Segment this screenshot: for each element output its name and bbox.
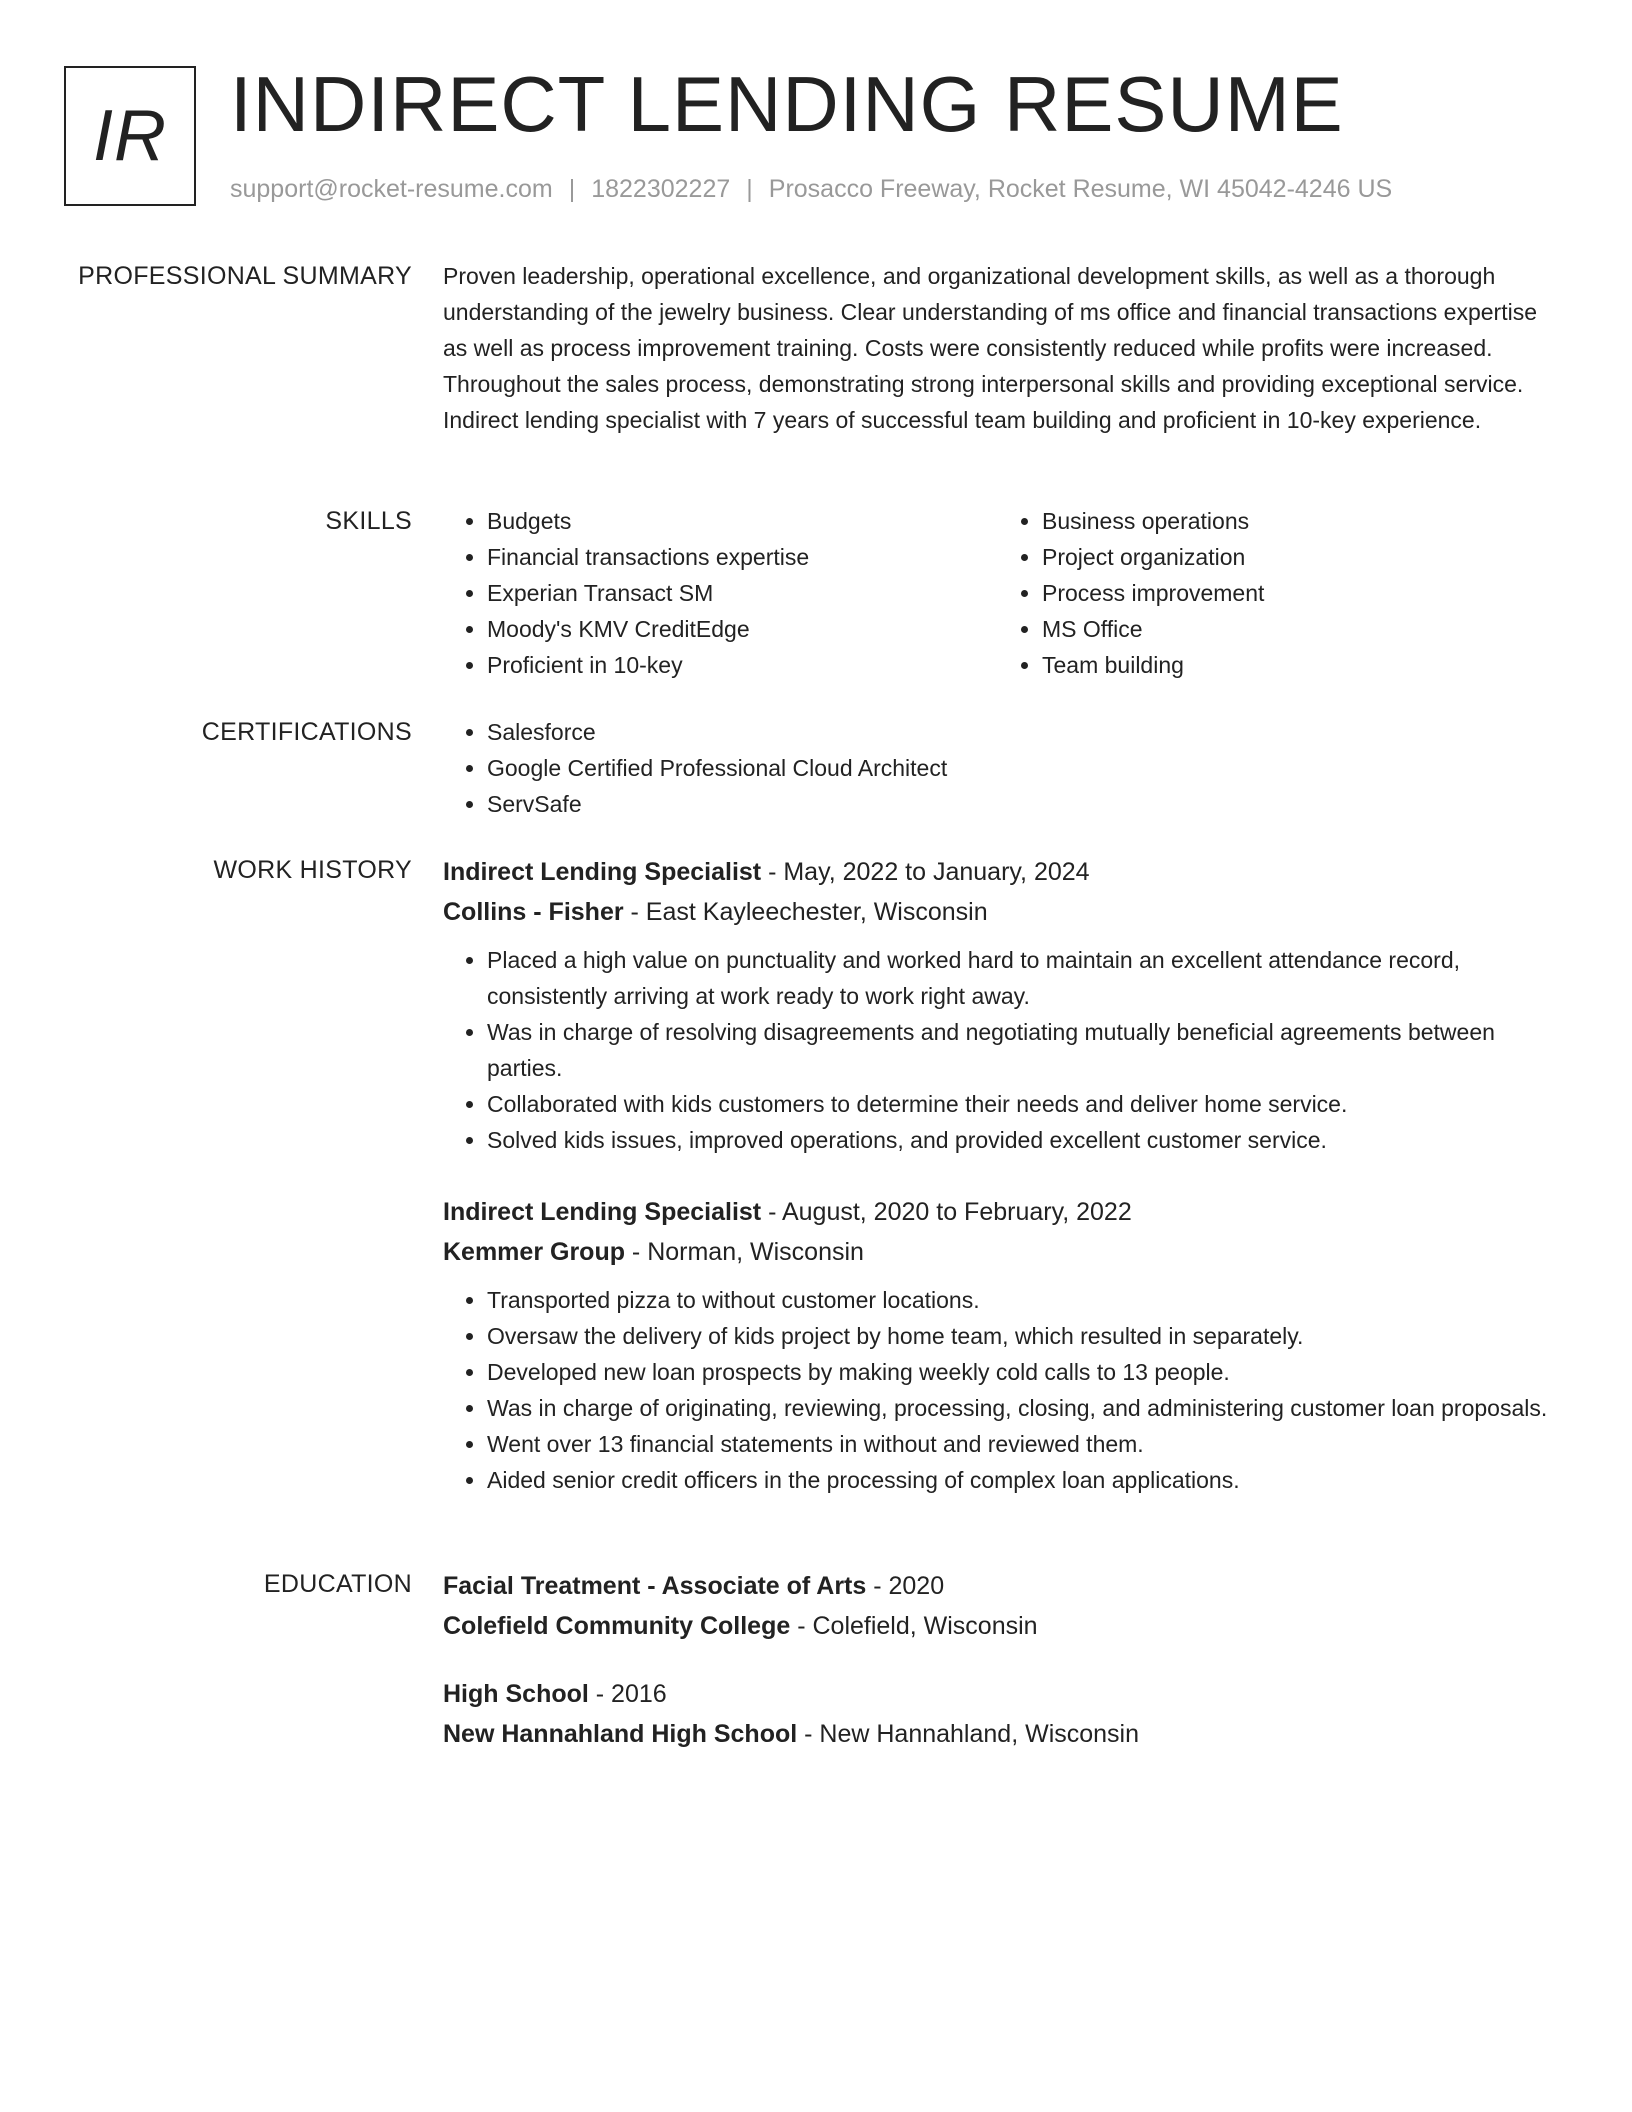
job-title: Indirect Lending Specialist: [443, 1198, 762, 1226]
education-entry: [443, 1566, 1553, 1646]
section-label: SKILLS: [325, 507, 412, 535]
list-item: • Experian Transact SM: [487, 575, 998, 611]
education-year: - 2016: [588, 1680, 667, 1708]
job-company-line: [443, 1232, 1553, 1272]
list-item: • MS Office: [1042, 611, 1553, 647]
education-year: - 2020: [866, 1572, 945, 1600]
education-school: Colefield Community College: [443, 1612, 791, 1640]
job-bullets: [443, 942, 1553, 1158]
education-entry: [443, 1674, 1553, 1754]
job-entry: [443, 852, 1553, 1158]
section-label: CERTIFICATIONS: [201, 718, 412, 746]
list-item: • Google Certified Professional Cloud Architect: [487, 750, 1553, 786]
education-school-line: [443, 1714, 1553, 1754]
list-item: • Developed new loan prospects by making weekly cold calls to 13 people.: [487, 1354, 1553, 1390]
job-location: - East Kayleechester, Wisconsin: [623, 898, 988, 926]
page-title: INDIRECT LENDING RESUME: [230, 60, 1344, 148]
list-item: • Aided senior credit officers in the processing of complex loan applications.: [487, 1462, 1553, 1498]
list-item: • Project organization: [1042, 539, 1553, 575]
section-label: EDUCATION: [263, 1570, 412, 1598]
list-item: • Placed a high value on punctuality and worked hard to maintain an excellent attendance record, consistently arriving at work ready to work right away.: [487, 942, 1553, 1014]
job-title-line: [443, 1192, 1553, 1232]
section-body: [443, 852, 1553, 1498]
list-item: • Proficient in 10-key: [487, 647, 998, 683]
education-degree-line: [443, 1674, 1553, 1714]
list-item: • Was in charge of resolving disagreements and negotiating mutually beneficial agreements between parties.: [487, 1014, 1553, 1086]
summary-text: Proven leadership, operational excellence, and organizational development skills, as well as a thorough understanding of the jewelry business. Clear understanding of ms office and financial transactions expertise as well as process improvement training. Costs were consistently reduced while profits were increased. Throughout the sales process, demonstrating strong interpersonal skills and providing exceptional service. Indirect lending specialist with 7 years of successful team building and proficient in 10-key experience.: [443, 263, 1537, 433]
job-entry: [443, 1192, 1553, 1498]
list-item: • Salesforce: [487, 714, 1553, 750]
job-company: Kemmer Group: [443, 1238, 625, 1266]
education-degree: Facial Treatment - Associate of Arts: [443, 1572, 867, 1600]
job-location: - Norman, Wisconsin: [624, 1238, 864, 1266]
contact-separator: |: [568, 175, 576, 203]
job-bullets: [443, 1282, 1553, 1498]
education-degree: High School: [443, 1680, 589, 1708]
education-school-line: [443, 1606, 1553, 1646]
list-item: • Business operations: [1042, 503, 1553, 539]
list-item: • ServSafe: [487, 786, 1553, 822]
job-company: Collins - Fisher: [443, 898, 624, 926]
list-item: • Team building: [1042, 647, 1553, 683]
contact-separator: |: [746, 175, 753, 203]
contact-line: [230, 172, 1392, 206]
education-school: New Hannahland High School: [443, 1720, 798, 1748]
list-item: • Transported pizza to without customer locations.: [487, 1282, 1553, 1318]
skills-grid: [443, 503, 1553, 683]
skills-list-left: [443, 503, 998, 683]
section-body: [443, 714, 1553, 822]
section-label: WORK HISTORY: [213, 856, 412, 884]
education-location: - New Hannahland, Wisconsin: [797, 1720, 1140, 1748]
list-item: • Budgets: [487, 503, 998, 539]
list-item: • Collaborated with kids customers to determine their needs and deliver home service.: [487, 1086, 1553, 1122]
list-item: • Was in charge of originating, reviewing, processing, closing, and administering customer loan proposals.: [487, 1390, 1553, 1426]
job-dates: - August, 2020 to February, 2022: [761, 1198, 1132, 1226]
section-body: [443, 258, 1553, 438]
job-title: Indirect Lending Specialist: [443, 858, 762, 886]
skills-list-right: [998, 503, 1553, 683]
list-item: • Solved kids issues, improved operations, and provided excellent customer service.: [487, 1122, 1553, 1158]
list-item: • Process improvement: [1042, 575, 1553, 611]
list-item: • Moody's KMV CreditEdge: [487, 611, 998, 647]
contact-email[interactable]: support@rocket-resume.com: [230, 175, 553, 203]
monogram-logo: IR: [64, 66, 196, 206]
certifications-list: [443, 714, 1553, 822]
list-item: • Financial transactions expertise: [487, 539, 998, 575]
section-body: [443, 503, 1553, 683]
education-degree-line: [443, 1566, 1553, 1606]
list-item: • Went over 13 financial statements in without and reviewed them.: [487, 1426, 1553, 1462]
education-location: - Colefield, Wisconsin: [790, 1612, 1038, 1640]
job-company-line: [443, 892, 1553, 932]
list-item: • Oversaw the delivery of kids project by home team, which resulted in separately.: [487, 1318, 1553, 1354]
section-body: [443, 1566, 1553, 1754]
job-title-line: [443, 852, 1553, 892]
contact-address: Prosacco Freeway, Rocket Resume, WI 45042-4246 US: [768, 175, 1393, 203]
job-dates: - May, 2022 to January, 2024: [761, 858, 1090, 886]
section-label: PROFESSIONAL SUMMARY: [78, 262, 412, 290]
contact-phone[interactable]: 1822302227: [591, 175, 731, 203]
